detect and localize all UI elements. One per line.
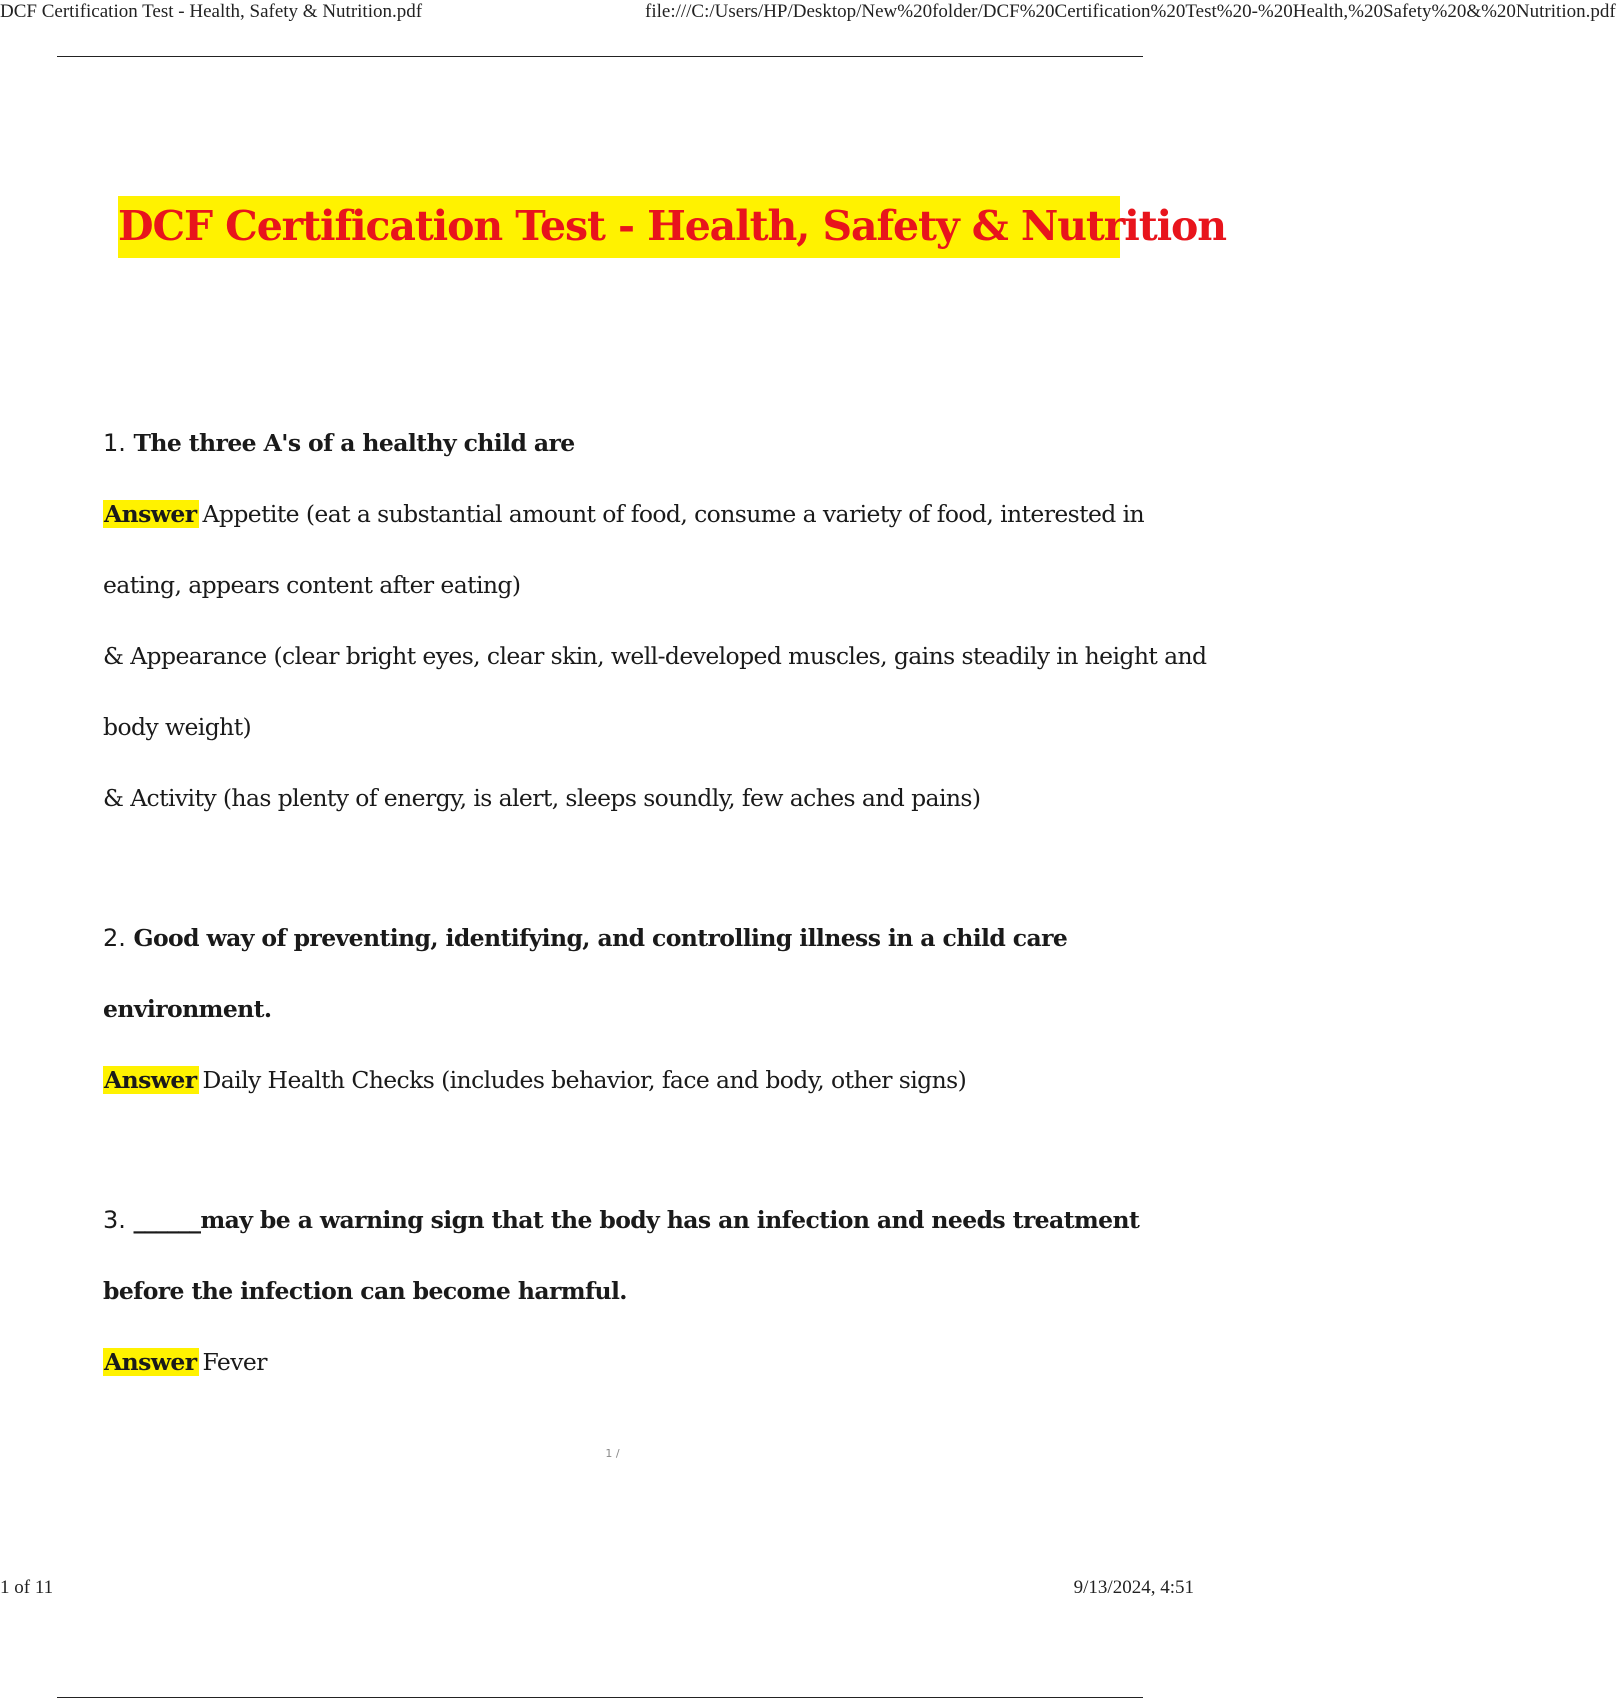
print-date: 9/13/2024, 4:51 (1073, 1577, 1194, 1598)
question-block-1 (103, 408, 1207, 834)
answer-line: & Appearance (clear bright eyes, clear skin, well-developed muscles, gains steadily in height and (103, 642, 1207, 670)
title-highlight (118, 196, 1227, 258)
question-text (103, 903, 1123, 974)
header-divider (57, 56, 1143, 57)
answer-line (103, 479, 1145, 550)
answer-label: Answer (104, 1066, 197, 1094)
page-count: 1 of 11 (0, 1577, 54, 1598)
question-line: The three A's of a healthy child are (133, 429, 575, 457)
answer-line: & Activity (has plenty of energy, is alert, sleeps soundly, few aches and pains) (103, 784, 981, 812)
page-title: DCF Certification Test - Health, Safety & Nutrition (118, 202, 1227, 250)
question-line: ______may be a warning sign that the body has an infection and needs treatment (133, 1206, 1140, 1234)
print-header (0, 0, 1616, 26)
question-block-2 (103, 903, 1123, 1116)
document-name: DCF Certification Test - Health, Safety & Nutrition.pdf (0, 1, 423, 22)
answer-label: Answer (104, 500, 197, 528)
question-text (103, 408, 1123, 479)
answer-text: Fever (202, 1348, 267, 1376)
answer-line: body weight) (103, 713, 252, 741)
question-line: before the infection can become harmful. (103, 1277, 627, 1305)
footer-divider (57, 1697, 1143, 1698)
answer-label: Answer (104, 1348, 197, 1376)
question-number: 2. (103, 924, 126, 952)
question-line: environment. (103, 995, 272, 1023)
answer-text: Daily Health Checks (includes behavior, face and body, other signs) (202, 1066, 967, 1094)
question-number: 3. (103, 1206, 126, 1234)
question-block-3 (103, 1185, 1140, 1398)
answer-text: Appetite (eat a substantial amount of food, consume a variety of food, interested in (202, 500, 1145, 528)
question-text (103, 1185, 1140, 1256)
question-line: Good way of preventing, identifying, and controlling illness in a child care (133, 924, 1068, 952)
question-number: 1. (103, 429, 126, 457)
answer-line (103, 1045, 1123, 1116)
answer-line (103, 1327, 1123, 1398)
file-url: file:///C:/Users/HP/Desktop/New%20folder/DCF%20Certification%20Test%20-%20Health,%20Safety%20&%20Nutrition.pdf (645, 1, 1616, 22)
page-marker: 1 / (605, 1447, 620, 1460)
answer-line: eating, appears content after eating) (103, 571, 521, 599)
